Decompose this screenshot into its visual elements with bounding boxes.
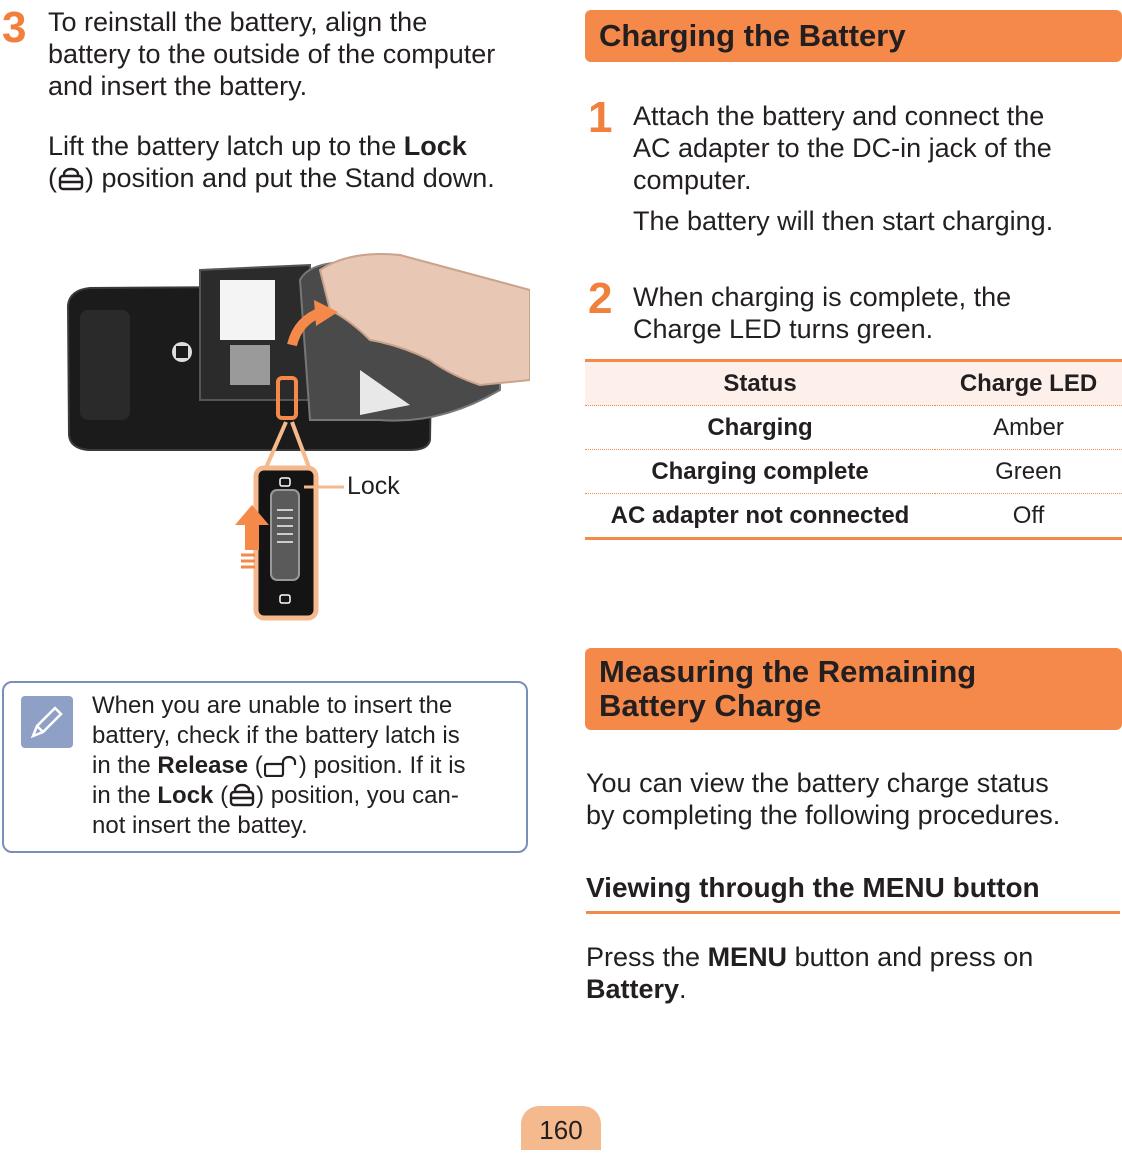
release-term: Release	[157, 752, 249, 779]
table-row	[585, 450, 1122, 494]
lock-label: Lock	[347, 472, 400, 500]
menu-subheading: Viewing through the MENU button	[586, 872, 1120, 914]
charge-led-column-header: Charge LED	[935, 361, 1122, 406]
step-1-number: 1	[588, 93, 613, 142]
note-pencil-icon	[21, 696, 73, 748]
led-cell: Amber	[935, 406, 1122, 450]
lock-term: Lock	[403, 131, 467, 161]
stand-hinge	[230, 345, 270, 385]
stand-cutout	[220, 280, 275, 340]
step-3-line: and insert the battery.	[48, 71, 308, 101]
table-row	[585, 406, 1122, 450]
battery-install-illustration	[60, 250, 530, 630]
page-number: 160	[521, 1106, 601, 1150]
menu-instruction: Press the MENU button and press on Battery.	[586, 942, 1034, 1004]
measuring-intro: You can view the battery charge status by completing the following procedures.	[586, 768, 1061, 830]
section-title: Measuring the Remaining	[599, 654, 977, 689]
step-3-text	[48, 6, 528, 102]
status-cell: AC adapter not connected	[610, 501, 910, 529]
lock-term: Lock	[157, 782, 214, 809]
step-2-number: 2	[588, 274, 613, 323]
battery-term: Battery	[586, 974, 680, 1004]
step-3-line: battery to the outside of the computer	[48, 39, 496, 69]
unlock-icon	[264, 755, 298, 777]
step-3-number: 3	[2, 3, 27, 52]
section-title: Battery Charge	[599, 688, 822, 723]
note-text: When you are unable to insert the battery, check if the battery latch is in the Release ( ) position. If it is in the Lock ( ) position, you can- not insert the battey.	[92, 692, 466, 839]
menu-term: MENU	[707, 942, 788, 972]
step-2-text: When charging is complete, the Charge LED turns green.	[633, 282, 1012, 344]
charging-section-banner	[585, 10, 1122, 62]
led-cell: Off	[1012, 501, 1045, 529]
status-column-header: Status	[585, 361, 935, 406]
status-cell: Charging complete	[585, 450, 935, 494]
table-header-row	[585, 361, 1122, 406]
computer-side-detail	[80, 310, 130, 420]
lock-icon	[58, 167, 84, 191]
status-cell: Charging	[585, 406, 935, 450]
table-row	[585, 494, 1122, 539]
note-box	[2, 681, 528, 853]
lock-icon	[229, 783, 255, 807]
led-cell: Green	[935, 450, 1122, 494]
charge-led-table	[585, 359, 1122, 540]
measuring-section-banner	[585, 648, 1122, 730]
step-3-line: To reinstall the battery, align the	[48, 7, 428, 37]
lift-instruction: Lift the battery latch up to the Lock ( ) position and put the Stand down.	[48, 131, 495, 193]
section-title: Charging the Battery	[599, 18, 906, 53]
screw-hole-inner	[176, 346, 188, 358]
step-1-text: Attach the battery and connect the AC adapter to the DC-in jack of the computer. The battery will then start charging.	[633, 101, 1054, 236]
